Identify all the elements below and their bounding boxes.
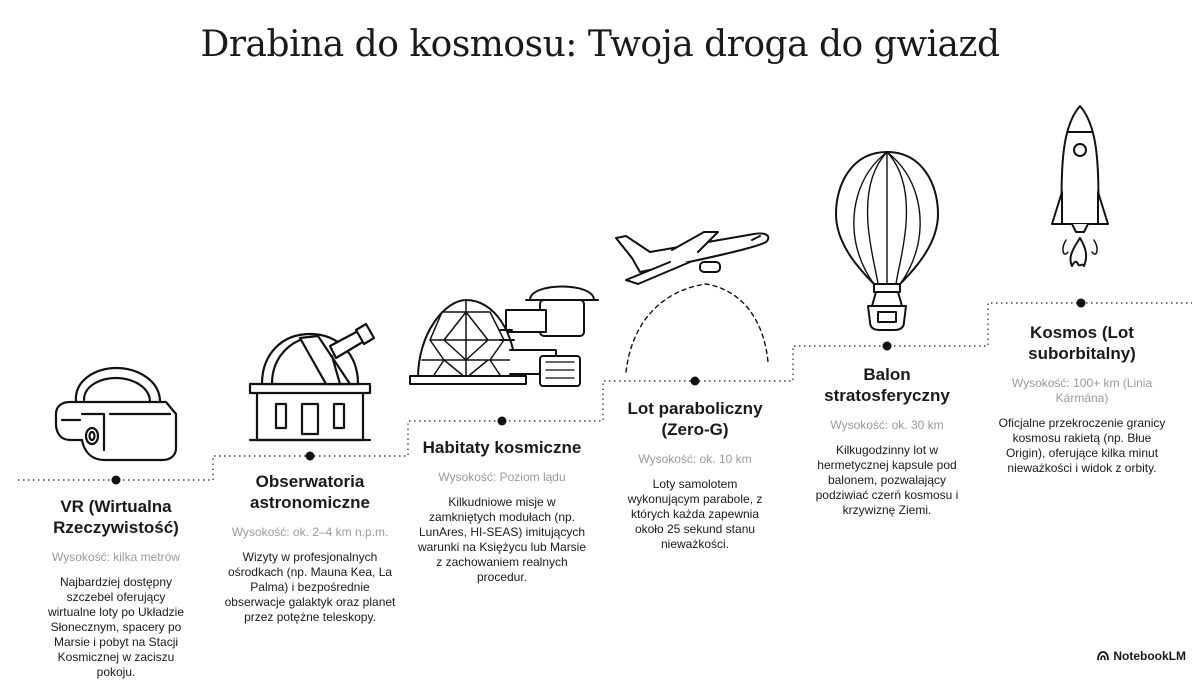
step-parabolic-flight	[620, 398, 770, 552]
step-altitude: Wysokość: ok. 10 km	[638, 452, 752, 466]
step-description: Kilkudniowe misje w zamkniętych modułach (np. LunAres, HI-SEAS) imitujących warunki na Księżycu lub Marsie z zachowaniem realnych procedur.	[417, 495, 587, 584]
step-description: Wizyty w profesjonalnych ośrodkach (np. Mauna Kea, La Palma) i bezpośrednie obserwacje galaktyk oraz planet przez potężne teleskopy.	[224, 550, 396, 624]
step-altitude: Wysokość: Poziom lądu	[438, 470, 566, 484]
step-title: Habitaty kosmiczne	[422, 438, 582, 457]
airplane-icon	[616, 232, 768, 372]
step-suborbital	[992, 322, 1172, 476]
step-title: VR (Wirtualna Rzeczywistość)	[53, 497, 179, 537]
step-altitude: Wysokość: 100+ km (Linia Kármána)	[1011, 376, 1153, 405]
balloon-icon	[836, 152, 938, 330]
step-dot	[1077, 299, 1086, 308]
step-altitude: Wysokość: kilka metrów	[52, 550, 180, 564]
habitat-dome-icon	[410, 287, 598, 387]
step-altitude: Wysokość: ok. 30 km	[830, 418, 944, 432]
step-vr	[42, 496, 190, 680]
step-altitude: Wysokość: ok. 2–4 km n.p.m.	[231, 525, 389, 539]
observatory-icon	[250, 324, 374, 440]
step-title: Balon stratosferyczny	[824, 365, 950, 405]
step-title: Lot paraboliczny (Zero-G)	[627, 399, 763, 439]
step-dot	[112, 476, 121, 485]
step-observatory	[224, 471, 396, 625]
step-balloon	[808, 364, 966, 518]
step-description: Oficjalne przekroczenie granicy kosmosu rakietą (np. Błue Origin), oferujące kilka minut nieważkości i widok z orbity.	[998, 416, 1166, 475]
rocket-icon	[1052, 106, 1108, 266]
footer-brand-name: NotebookLM	[1113, 649, 1186, 663]
step-title: Kosmos (Lot suborbitalny)	[1028, 323, 1136, 363]
step-habitat	[414, 437, 590, 585]
step-dot	[691, 377, 700, 386]
step-title: Obserwatoria astronomiczne	[250, 472, 370, 512]
step-description: Loty samolotem wykonującym parabole, z których każda zapewnia około 25 sekund stanu nieważkości.	[627, 477, 763, 551]
step-dot	[883, 342, 892, 351]
vr-headset-icon	[56, 368, 176, 460]
step-dot	[498, 417, 507, 426]
page-title: Drabina do kosmosu: Twoja droga do gwiazd	[200, 24, 1000, 65]
step-description: Kilkugodzinny lot w hermetycznej kapsule pod balonem, pozwalający podziwiać czerń kosmosu i krzywiznę Ziemi.	[815, 443, 959, 517]
step-dot	[306, 452, 315, 461]
footer-brand	[1097, 649, 1186, 663]
step-description: Najbardziej dostępny szczebel oferujący wirtualne loty po Układzie Słonecznym, spacery po Marsie i pobyt na Stacji Kosmicznej w zaciszu pokoju.	[47, 575, 185, 679]
notebooklm-logo-icon	[1097, 650, 1109, 662]
